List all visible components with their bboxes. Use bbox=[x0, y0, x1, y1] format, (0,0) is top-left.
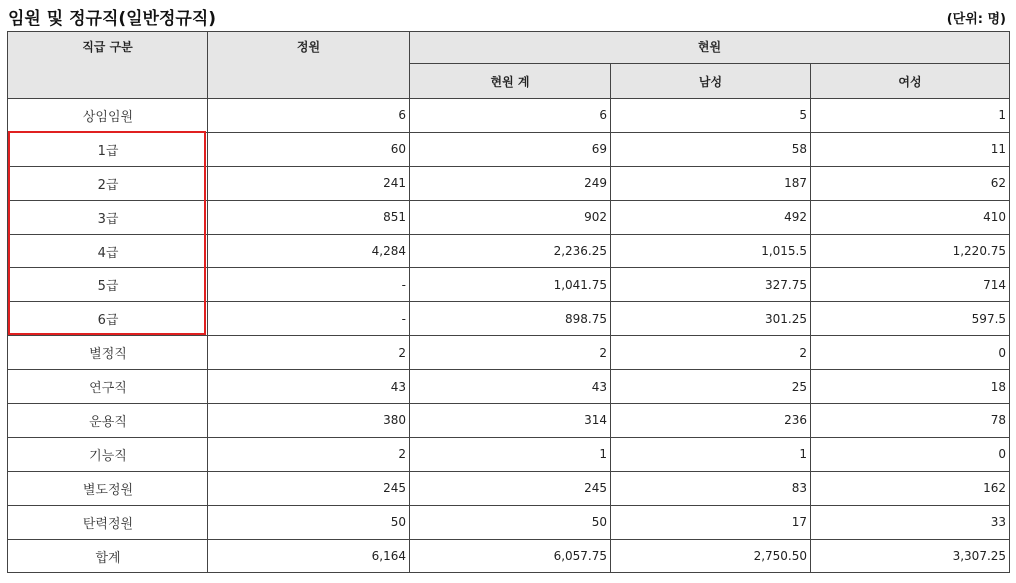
grade-cell: 운용직 bbox=[8, 404, 208, 438]
table-row bbox=[8, 336, 1010, 370]
table-row bbox=[8, 302, 1010, 336]
male-cell: 236 bbox=[611, 404, 811, 438]
quota-cell: 50 bbox=[208, 505, 410, 539]
table-row bbox=[8, 370, 1010, 404]
female-cell: 410 bbox=[811, 200, 1010, 234]
current-total-cell: 2 bbox=[410, 336, 611, 370]
table-row bbox=[8, 268, 1010, 302]
female-cell: 11 bbox=[811, 132, 1010, 166]
header-male: 남성 bbox=[611, 64, 811, 99]
current-total-cell: 902 bbox=[410, 200, 611, 234]
table-row bbox=[8, 166, 1010, 200]
current-total-cell: 1 bbox=[410, 437, 611, 471]
grade-cell: 연구직 bbox=[8, 370, 208, 404]
table-row bbox=[8, 200, 1010, 234]
header-female: 여성 bbox=[811, 64, 1010, 99]
female-cell: 597.5 bbox=[811, 302, 1010, 336]
header-grade: 직급 구분 bbox=[8, 32, 208, 99]
current-total-cell: 1,041.75 bbox=[410, 268, 611, 302]
male-cell: 2 bbox=[611, 336, 811, 370]
current-total-cell: 69 bbox=[410, 132, 611, 166]
quota-cell: 2 bbox=[208, 437, 410, 471]
grade-cell: 5급 bbox=[8, 268, 208, 302]
current-total-cell: 245 bbox=[410, 471, 611, 505]
quota-cell: 6 bbox=[208, 99, 410, 133]
current-total-cell: 898.75 bbox=[410, 302, 611, 336]
quota-cell: - bbox=[208, 268, 410, 302]
female-cell: 18 bbox=[811, 370, 1010, 404]
grade-cell: 3급 bbox=[8, 200, 208, 234]
staff-table bbox=[7, 31, 1010, 573]
female-cell: 1 bbox=[811, 99, 1010, 133]
male-cell: 327.75 bbox=[611, 268, 811, 302]
table-row bbox=[8, 404, 1010, 438]
table-row bbox=[8, 505, 1010, 539]
current-total-cell: 6 bbox=[410, 99, 611, 133]
male-cell: 83 bbox=[611, 471, 811, 505]
table-row bbox=[8, 234, 1010, 268]
male-cell: 301.25 bbox=[611, 302, 811, 336]
current-total-cell: 249 bbox=[410, 166, 611, 200]
quota-cell: 60 bbox=[208, 132, 410, 166]
unit-label: (단위: 명) bbox=[946, 12, 1006, 27]
grade-cell: 상임임원 bbox=[8, 99, 208, 133]
quota-cell: 6,164 bbox=[208, 539, 410, 573]
grade-cell: 합계 bbox=[8, 539, 208, 573]
table-row bbox=[8, 132, 1010, 166]
female-cell: 162 bbox=[811, 471, 1010, 505]
grade-cell: 탄력정원 bbox=[8, 505, 208, 539]
grade-cell: 1급 bbox=[8, 132, 208, 166]
male-cell: 58 bbox=[611, 132, 811, 166]
current-total-cell: 314 bbox=[410, 404, 611, 438]
male-cell: 2,750.50 bbox=[611, 539, 811, 573]
table-row bbox=[8, 99, 1010, 133]
current-total-cell: 43 bbox=[410, 370, 611, 404]
quota-cell: 4,284 bbox=[208, 234, 410, 268]
female-cell: 33 bbox=[811, 505, 1010, 539]
page-title: 임원 및 정규직(일반정규직) bbox=[8, 9, 217, 29]
quota-cell: 380 bbox=[208, 404, 410, 438]
female-cell: 1,220.75 bbox=[811, 234, 1010, 268]
header-current: 현원 bbox=[410, 32, 1010, 64]
female-cell: 62 bbox=[811, 166, 1010, 200]
male-cell: 187 bbox=[611, 166, 811, 200]
table-body bbox=[8, 99, 1010, 573]
quota-cell: 43 bbox=[208, 370, 410, 404]
quota-cell: 241 bbox=[208, 166, 410, 200]
female-cell: 78 bbox=[811, 404, 1010, 438]
quota-cell: - bbox=[208, 302, 410, 336]
male-cell: 492 bbox=[611, 200, 811, 234]
current-total-cell: 50 bbox=[410, 505, 611, 539]
male-cell: 25 bbox=[611, 370, 811, 404]
table-row bbox=[8, 471, 1010, 505]
table-row bbox=[8, 539, 1010, 573]
male-cell: 1,015.5 bbox=[611, 234, 811, 268]
grade-cell: 별도정원 bbox=[8, 471, 208, 505]
quota-cell: 851 bbox=[208, 200, 410, 234]
female-cell: 714 bbox=[811, 268, 1010, 302]
table-row bbox=[8, 437, 1010, 471]
grade-cell: 2급 bbox=[8, 166, 208, 200]
header-quota: 정원 bbox=[208, 32, 410, 99]
male-cell: 17 bbox=[611, 505, 811, 539]
female-cell: 0 bbox=[811, 437, 1010, 471]
male-cell: 5 bbox=[611, 99, 811, 133]
current-total-cell: 2,236.25 bbox=[410, 234, 611, 268]
grade-cell: 별정직 bbox=[8, 336, 208, 370]
current-total-cell: 6,057.75 bbox=[410, 539, 611, 573]
grade-cell: 4급 bbox=[8, 234, 208, 268]
grade-cell: 기능직 bbox=[8, 437, 208, 471]
quota-cell: 2 bbox=[208, 336, 410, 370]
grade-cell: 6급 bbox=[8, 302, 208, 336]
header-current-total: 현원 계 bbox=[410, 64, 611, 99]
female-cell: 0 bbox=[811, 336, 1010, 370]
female-cell: 3,307.25 bbox=[811, 539, 1010, 573]
quota-cell: 245 bbox=[208, 471, 410, 505]
male-cell: 1 bbox=[611, 437, 811, 471]
